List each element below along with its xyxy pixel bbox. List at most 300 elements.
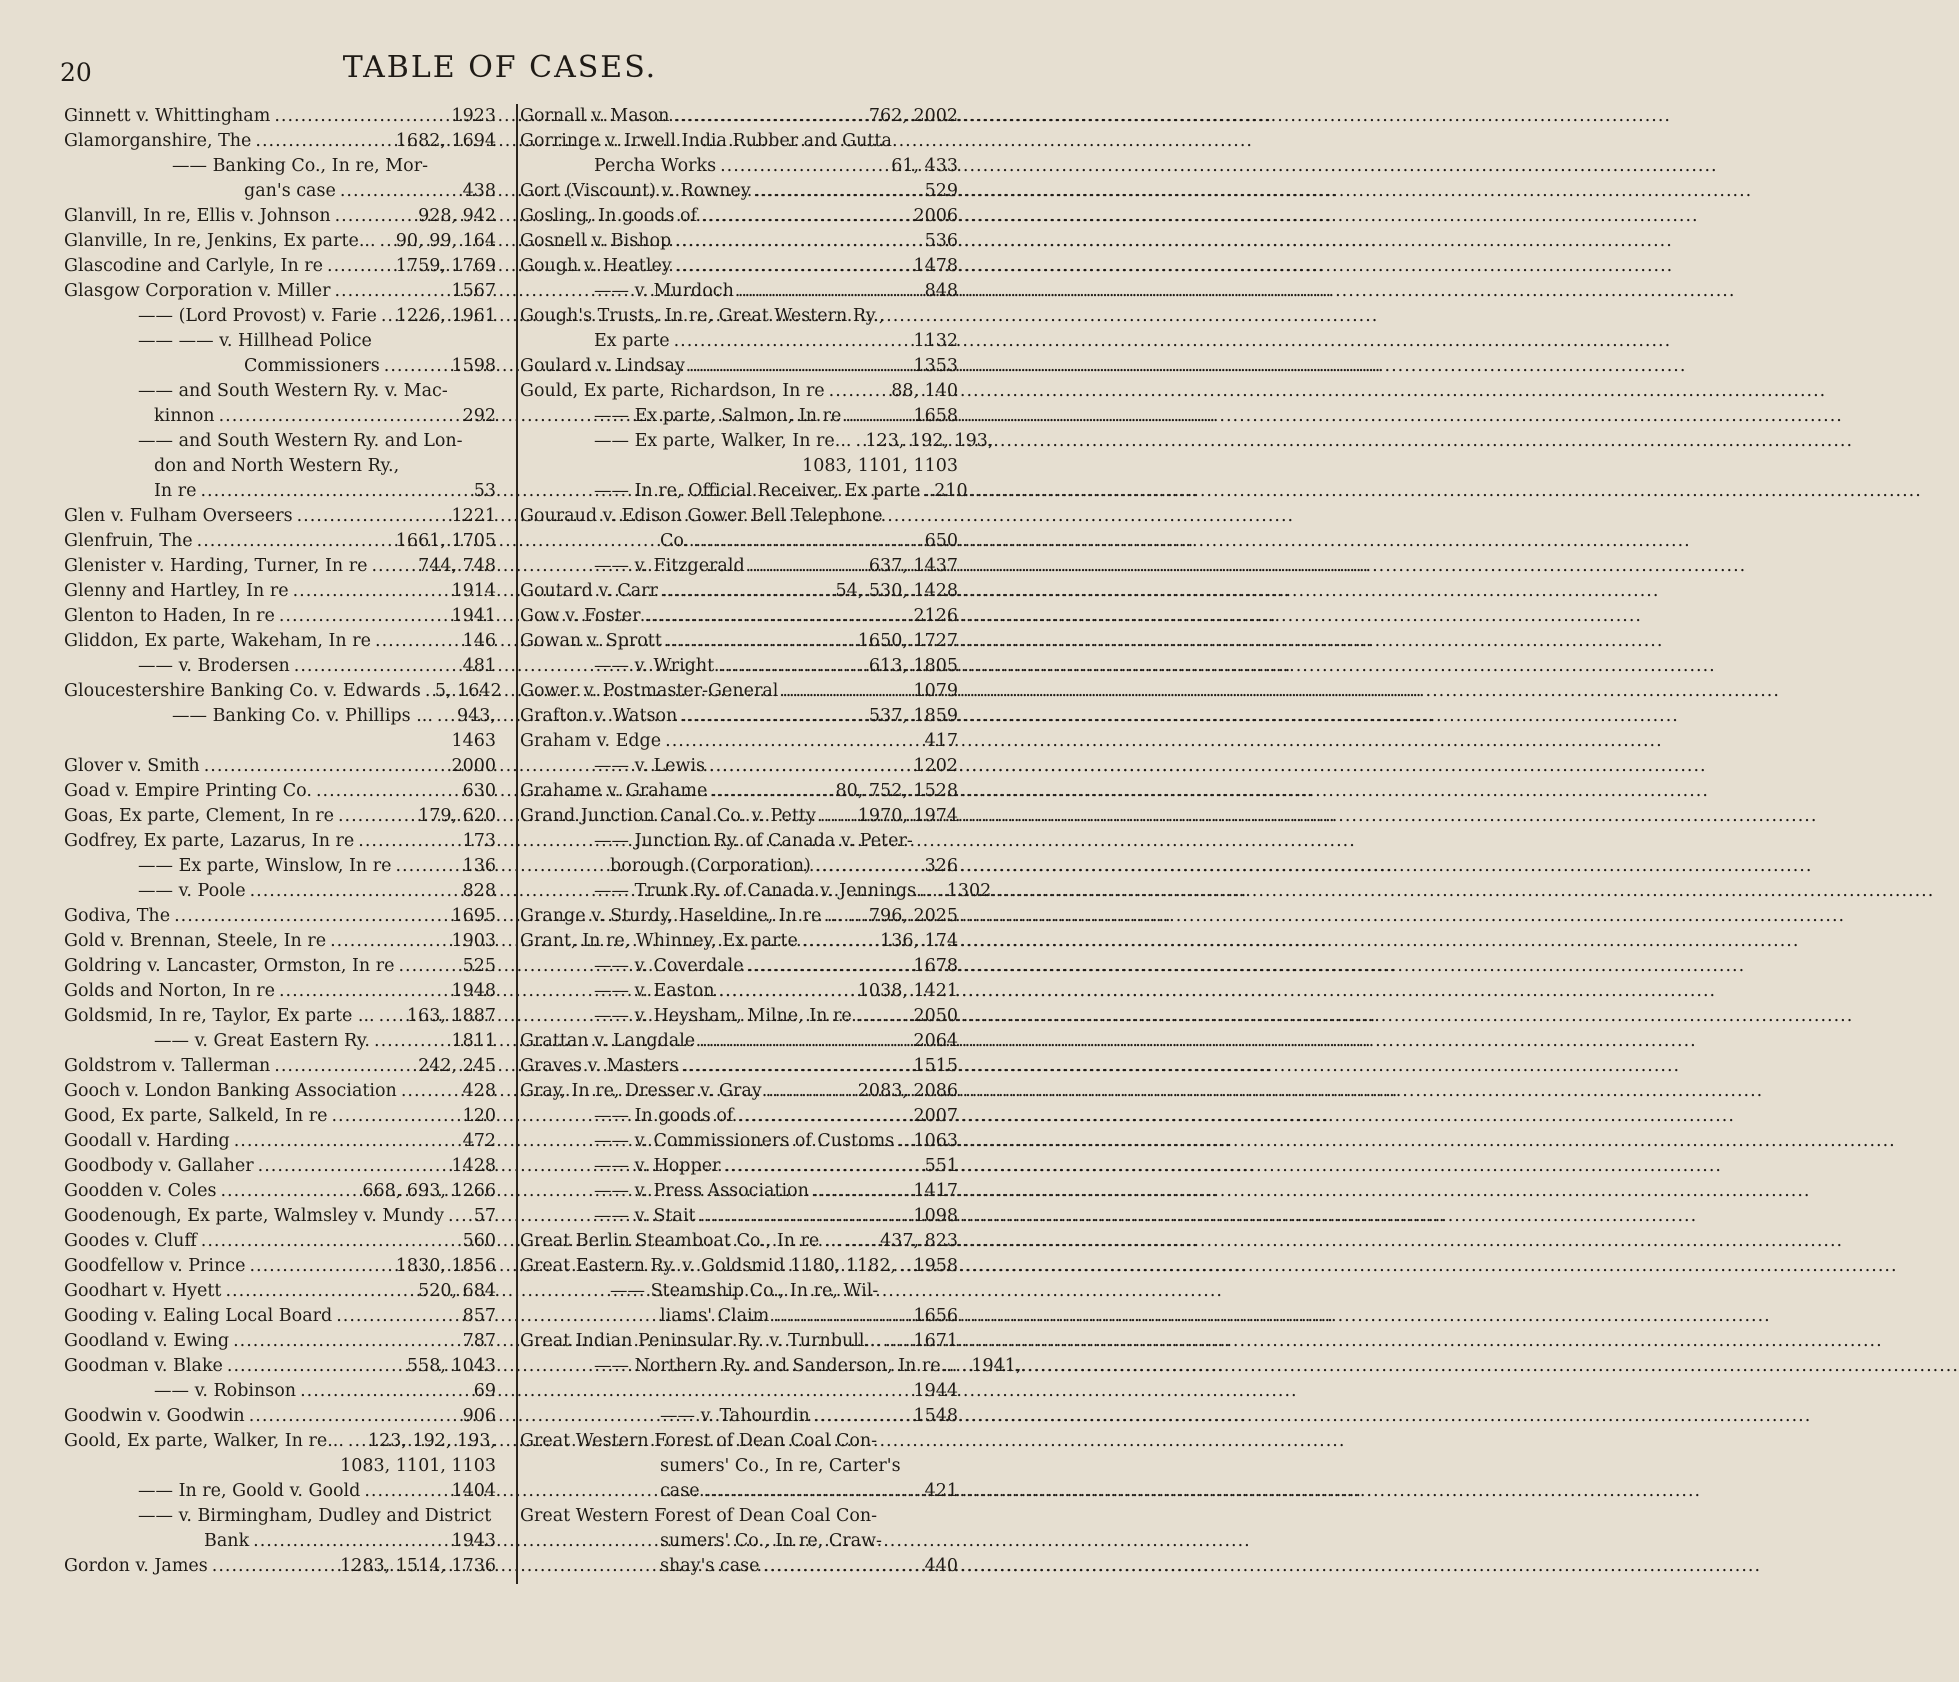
case-name: borough (Corporation) <box>610 856 811 876</box>
entry-line <box>64 1454 496 1479</box>
index-entry <box>520 404 958 429</box>
page-refs: 1943 <box>451 1531 496 1551</box>
dot-leader <box>848 904 865 929</box>
case-name: Gort (Viscount) v. Rowney <box>520 181 751 201</box>
entry-line <box>520 1104 958 1129</box>
dot-leader <box>773 1304 909 1329</box>
page-refs: 1463 <box>451 731 496 751</box>
page-refs: 123, 192, 193, <box>367 1431 496 1451</box>
dot-leader <box>253 1529 447 1554</box>
page-refs: 744, 748 <box>418 556 496 576</box>
case-name: Good, Ex parte, Salkeld, In re <box>64 1106 328 1126</box>
entry-line <box>64 254 496 279</box>
entry-line <box>64 654 496 679</box>
dot-leader <box>924 479 930 504</box>
page-refs: 428 <box>462 1081 496 1101</box>
index-entry <box>520 979 958 1004</box>
page-refs: 1941 <box>451 606 496 626</box>
case-name: Godfrey, Ex parte, Lazarus, In re <box>64 831 355 851</box>
case-name: Golds and Norton, In re <box>64 981 275 1001</box>
entry-line <box>64 1054 496 1079</box>
page-refs: 90, 99, 164 <box>395 231 496 251</box>
entry-line <box>64 704 496 729</box>
entry-line <box>64 1379 496 1404</box>
index-entry <box>520 1054 958 1079</box>
page-refs: 179, 620 <box>418 806 496 826</box>
page-refs: 417 <box>924 731 958 751</box>
right-column <box>520 104 1022 1579</box>
case-name: Goodall v. Harding <box>64 1131 230 1151</box>
index-entry <box>520 104 958 129</box>
entry-line <box>64 1504 496 1529</box>
dot-leader <box>644 604 909 629</box>
entry-line <box>520 354 958 379</box>
entry-line <box>64 1079 496 1104</box>
dot-leader <box>334 279 447 304</box>
dot-leader <box>900 1254 909 1279</box>
entry-line <box>520 879 992 904</box>
case-name: —— Banking Co., In re, Mor- <box>172 156 428 176</box>
case-name: Glenfruin, The <box>64 531 193 551</box>
entry-line <box>520 1404 958 1429</box>
page-refs: 762, 2002 <box>868 106 958 126</box>
case-name: —— —— v. Hillhead Police <box>138 331 372 351</box>
entry-line <box>64 729 496 754</box>
entry-line <box>64 804 496 829</box>
entry-line <box>520 654 958 679</box>
index-entry <box>64 754 496 779</box>
case-name: Gorringe v. Irwell India Rubber and Gutta <box>520 131 892 151</box>
dot-leader <box>675 229 920 254</box>
entry-line <box>64 1329 496 1354</box>
case-name: Godiva, The <box>64 906 171 926</box>
entry-line <box>64 754 496 779</box>
case-name: Goas, Ex parte, Clement, In re <box>64 806 334 826</box>
index-entry <box>64 1554 496 1579</box>
index-entry <box>520 1254 958 1279</box>
index-entry <box>64 979 496 1004</box>
index-entry <box>64 1379 496 1404</box>
entry-line <box>520 1504 958 1529</box>
entry-line <box>520 379 958 404</box>
case-name: —— v. Fitzgerald <box>594 556 745 576</box>
page-refs: 558, 1043 <box>406 1356 496 1376</box>
index-entry <box>64 1429 496 1479</box>
index-entry <box>520 254 958 279</box>
dot-leader <box>174 904 447 929</box>
dot-leader <box>233 1329 459 1354</box>
case-name: —— Junction Ry. of Canada v. Peter- <box>594 831 913 851</box>
dot-leader <box>700 1204 910 1229</box>
page-refs: 242, 245 <box>418 1056 496 1076</box>
page-refs: 292 <box>462 406 496 426</box>
dot-leader <box>829 379 888 404</box>
dot-leader <box>204 754 448 779</box>
case-name: —— Ex parte, Salmon, In re <box>594 406 842 426</box>
case-name: Glen v. Fulham Overseers <box>64 506 293 526</box>
case-name: —— v. Tahourdin <box>660 1406 810 1426</box>
entry-line <box>520 1354 1022 1379</box>
case-name: Co. <box>660 531 690 551</box>
index-entry <box>64 1404 496 1429</box>
entry-line <box>64 454 496 479</box>
dot-leader <box>846 1229 877 1254</box>
case-name: Grahame v. Grahame <box>520 781 708 801</box>
dot-leader <box>330 929 447 954</box>
dot-leader <box>937 879 943 904</box>
dot-leader <box>885 1329 909 1354</box>
index-entry <box>520 729 958 754</box>
index-entry <box>520 304 958 354</box>
case-name: Great Eastern Ry. v. Goldsmid 1180, 1182, <box>520 1256 897 1276</box>
index-entry <box>520 429 994 479</box>
entry-line <box>520 1454 958 1479</box>
entry-line <box>520 279 958 304</box>
page-refs: 438 <box>462 181 496 201</box>
index-entry <box>64 429 496 504</box>
left-column <box>64 104 502 1579</box>
page-refs: 828 <box>462 881 496 901</box>
case-name: kinnon <box>154 406 215 426</box>
entry-line <box>64 179 496 204</box>
entry-line <box>64 1354 496 1379</box>
dot-leader <box>364 1479 447 1504</box>
entry-line <box>64 579 496 604</box>
case-name: Grange v. Sturdy, Haseldine, In re ... <box>520 906 844 926</box>
index-entry <box>64 1279 496 1304</box>
entry-line <box>64 354 496 379</box>
page-refs: 2126 <box>913 606 958 626</box>
index-entry <box>520 1004 958 1029</box>
page-refs: 650 <box>924 531 958 551</box>
case-name: Goodwin v. Goodwin <box>64 1406 245 1426</box>
dot-leader <box>348 1429 364 1454</box>
entry-line <box>520 254 958 279</box>
case-name: Grafton v. Watson <box>520 706 678 726</box>
entry-line <box>64 1254 496 1279</box>
page-refs: 1132 <box>913 331 958 351</box>
entry-line <box>520 529 958 554</box>
case-name: Glascodine and Carlyle, In re <box>64 256 324 276</box>
case-name: Ginnett v. Whittingham <box>64 106 271 126</box>
entry-line <box>520 429 994 454</box>
case-name: Gloucestershire Banking Co. v. Edwards <box>64 681 421 701</box>
index-entry <box>64 879 496 904</box>
case-name: Gosnell v. Bishop <box>520 231 672 251</box>
entry-line <box>520 954 958 979</box>
index-entry <box>64 279 496 304</box>
page-refs: 1478 <box>913 256 958 276</box>
case-name: Gow v. Foster <box>520 606 641 626</box>
case-name: Gough v. Heatley <box>520 256 672 276</box>
case-name: —— Steamship Co., In re, Wil- <box>610 1281 879 1301</box>
dot-leader <box>381 304 392 329</box>
dot-leader <box>379 1004 403 1029</box>
dot-leader <box>395 854 458 879</box>
index-entry <box>520 1229 958 1254</box>
dot-leader <box>898 1129 909 1154</box>
case-name: sumers' Co., In re, Carter's <box>660 1456 901 1476</box>
entry-line <box>520 1379 958 1404</box>
dot-leader <box>234 1129 459 1154</box>
index-entry <box>520 904 958 929</box>
page-refs: 560 <box>462 1231 496 1251</box>
case-name: Goodenough, Ex parte, Walmsley v. Mundy <box>64 1206 444 1226</box>
dot-leader <box>340 179 459 204</box>
index-entry <box>64 654 496 679</box>
entry-line <box>64 1304 496 1329</box>
page-refs: 1658 <box>913 406 958 426</box>
case-name: —— v. Heysham, Milne, In re <box>594 1006 852 1026</box>
dot-leader <box>813 1179 910 1204</box>
index-entry <box>520 629 958 654</box>
entry-line <box>64 954 496 979</box>
index-entry <box>520 1179 958 1204</box>
page-refs: 173 <box>462 831 496 851</box>
case-name: —— v. Press Association <box>594 1181 809 1201</box>
entry-line <box>520 1279 958 1304</box>
index-entry <box>64 1079 496 1104</box>
page-refs: 1650, 1727 <box>857 631 958 651</box>
entry-line <box>520 1129 958 1154</box>
dot-leader <box>673 104 865 129</box>
case-name: —— and South Western Ry. and Lon- <box>138 431 463 451</box>
dot-leader <box>719 979 854 1004</box>
index-entry <box>520 504 958 554</box>
page-refs: 136, 174 <box>880 931 958 951</box>
index-entry <box>520 1504 958 1579</box>
index-entry <box>520 279 958 304</box>
page-refs: 2083, 2086 <box>857 1081 958 1101</box>
dot-leader <box>327 254 392 279</box>
dot-leader <box>425 679 431 704</box>
page-refs: 613, 1805 <box>868 656 958 676</box>
index-entry <box>64 304 496 329</box>
entry-line <box>520 554 958 579</box>
index-entry <box>64 1504 496 1554</box>
dot-leader <box>336 1304 458 1329</box>
page-refs: 2000 <box>451 756 496 776</box>
entry-line <box>64 679 502 704</box>
page-refs: 1759, 1769 <box>395 256 496 276</box>
case-name: Glanville, In re, Jenkins, Ex parte... <box>64 231 376 251</box>
entry-line <box>64 1229 496 1254</box>
index-entry <box>64 579 496 604</box>
page-refs: 1903 <box>451 931 496 951</box>
entry-line <box>64 279 496 304</box>
index-entry <box>520 779 958 804</box>
dot-leader <box>338 804 414 829</box>
entry-line <box>520 1054 958 1079</box>
page-refs: 440 <box>924 1556 958 1576</box>
page-refs: 1671 <box>913 1331 958 1351</box>
page-refs: 61, 433 <box>891 156 958 176</box>
case-name: —— v. Coverdale <box>594 956 744 976</box>
page-refs: 787 <box>462 1331 496 1351</box>
dot-leader <box>802 929 876 954</box>
case-name: —— v. Hopper <box>594 1156 721 1176</box>
case-name: Gliddon, Ex parte, Wakeham, In re <box>64 631 371 651</box>
entry-line <box>64 1404 496 1429</box>
case-name: Gordon v. James <box>64 1556 208 1576</box>
entry-line <box>520 679 958 704</box>
case-name: —— v. Easton <box>594 981 715 1001</box>
dot-leader <box>297 504 448 529</box>
entry-line <box>64 979 496 1004</box>
page-refs: 1830, 1856 <box>395 1256 496 1276</box>
index-entry <box>520 879 992 904</box>
entry-line <box>64 304 496 329</box>
entry-line <box>64 1154 496 1179</box>
entry-line <box>64 1179 496 1204</box>
entry-line <box>64 504 496 529</box>
dot-leader <box>437 704 453 729</box>
page-refs: 1417 <box>913 1181 958 1201</box>
case-name: Gould, Ex parte, Richardson, In re <box>520 381 825 401</box>
index-entry <box>520 1329 958 1354</box>
entry-line <box>64 929 496 954</box>
case-name: Goodman v. Blake <box>64 1356 223 1376</box>
index-entry <box>64 904 496 929</box>
entry-line <box>520 454 958 479</box>
entry-line <box>64 429 496 454</box>
page-refs: 796, 2025 <box>868 906 958 926</box>
case-name: Goldring v. Lancaster, Ormston, In re <box>64 956 395 976</box>
dot-leader <box>724 1154 920 1179</box>
page-refs: 928, 942 <box>418 206 496 226</box>
case-name: —— Northern Ry. and Sanderson, In re... <box>594 1356 958 1376</box>
page-refs: 1353 <box>913 356 958 376</box>
case-name: —— In re, Official Receiver, Ex parte <box>594 481 921 501</box>
entry-line <box>520 754 958 779</box>
entry-line <box>520 1554 958 1579</box>
page-refs: 906 <box>462 1406 496 1426</box>
index-entry <box>64 854 496 879</box>
entry-line <box>520 829 958 854</box>
case-name: Gornall v. Mason <box>520 106 670 126</box>
page-refs: 53 <box>473 481 496 501</box>
entry-line <box>520 154 958 179</box>
dot-leader <box>274 1054 414 1079</box>
entry-line <box>64 529 496 554</box>
entry-line <box>64 779 496 804</box>
page-refs: 421 <box>924 1481 958 1501</box>
dot-leader <box>711 779 831 804</box>
case-name: —— and South Western Ry. v. Mac- <box>138 381 448 401</box>
case-name: —— Ex parte, Winslow, In re <box>138 856 392 876</box>
case-name: —— In re, Goold v. Goold <box>138 1481 361 1501</box>
case-name: Bank <box>204 1531 250 1551</box>
case-name: —— v. Lewis <box>594 756 706 776</box>
page-refs: 210 <box>934 481 968 501</box>
dot-leader <box>200 479 469 504</box>
dot-leader <box>220 1179 358 1204</box>
entry-line <box>64 479 496 504</box>
index-entry <box>64 1204 496 1229</box>
index-entry <box>64 629 496 654</box>
case-name: Great Western Forest of Dean Coal Con- <box>520 1431 878 1451</box>
page-refs: 857 <box>462 1306 496 1326</box>
page-refs: 529 <box>924 181 958 201</box>
entry-line <box>520 1329 958 1354</box>
dot-leader <box>683 1054 910 1079</box>
page-refs: 146 <box>462 631 496 651</box>
dot-leader <box>961 1354 967 1379</box>
index-entry <box>64 1129 496 1154</box>
entry-line <box>520 304 958 329</box>
dot-leader <box>704 1479 921 1504</box>
dot-leader <box>448 1204 470 1229</box>
index-entry <box>520 929 958 954</box>
page-refs: 54, 530, 1428 <box>835 581 958 601</box>
entry-line <box>64 854 496 879</box>
page-refs: 1283, 1514, 1736 <box>340 1556 496 1576</box>
case-name: Ex parte <box>594 331 670 351</box>
index-entry <box>520 1104 958 1129</box>
case-name: Great Indian Peninsular Ry. v. Turnbull... <box>520 1331 882 1351</box>
index-entry <box>520 1129 958 1154</box>
case-name: —— v. Wright <box>594 656 715 676</box>
entry-line <box>520 854 958 879</box>
case-name: Goodfellow v. Prince <box>64 1256 246 1276</box>
index-entry <box>520 1029 958 1054</box>
entry-line <box>520 1229 958 1254</box>
dot-leader <box>371 554 414 579</box>
case-name: Gosling, In goods of <box>520 206 698 226</box>
page-refs: 1098 <box>913 1206 958 1226</box>
page-refs: 2064 <box>913 1031 958 1051</box>
case-name: Goldsmid, In re, Taylor, Ex parte ... <box>64 1006 375 1026</box>
page-refs: 536 <box>924 231 958 251</box>
entry-line <box>64 829 496 854</box>
dot-leader <box>225 1279 414 1304</box>
case-name: —— Trunk Ry. of Canada v. Jennings... <box>594 881 933 901</box>
index-entry <box>64 529 496 554</box>
page-refs: 123, 192, 193, <box>865 431 994 451</box>
case-name: Goodhart v. Hyett <box>64 1281 222 1301</box>
page-refs: 2007 <box>913 1106 958 1126</box>
entry-line <box>64 329 496 354</box>
index-entry <box>64 929 496 954</box>
dot-leader <box>274 104 447 129</box>
case-name: Commissioners <box>244 356 380 376</box>
index-entry <box>64 1054 496 1079</box>
page-refs: 326 <box>924 856 958 876</box>
index-entry <box>520 1204 958 1229</box>
case-name: —— v. Murdoch <box>594 281 734 301</box>
entry-line <box>520 204 958 229</box>
dot-leader <box>279 979 447 1004</box>
page-refs: 1656 <box>913 1306 958 1326</box>
entry-line <box>520 804 958 829</box>
case-name: don and North Western Ry., <box>154 456 400 476</box>
page-refs: 537, 1859 <box>868 706 958 726</box>
case-name: Goold, Ex parte, Walker, In re... <box>64 1431 344 1451</box>
page-refs: 1079 <box>913 681 958 701</box>
dot-leader <box>294 654 459 679</box>
case-name: —— v. Poole <box>138 881 246 901</box>
dot-leader <box>764 1554 921 1579</box>
dot-leader <box>255 129 391 154</box>
case-name: Goodden v. Coles <box>64 1181 217 1201</box>
entry-line <box>64 129 496 154</box>
page-refs: 525 <box>462 956 496 976</box>
page-refs: 668, 693, 1266 <box>362 1181 496 1201</box>
dot-leader <box>665 729 920 754</box>
dot-leader <box>249 1404 459 1429</box>
entry-line <box>520 1204 958 1229</box>
index-entry <box>64 604 496 629</box>
